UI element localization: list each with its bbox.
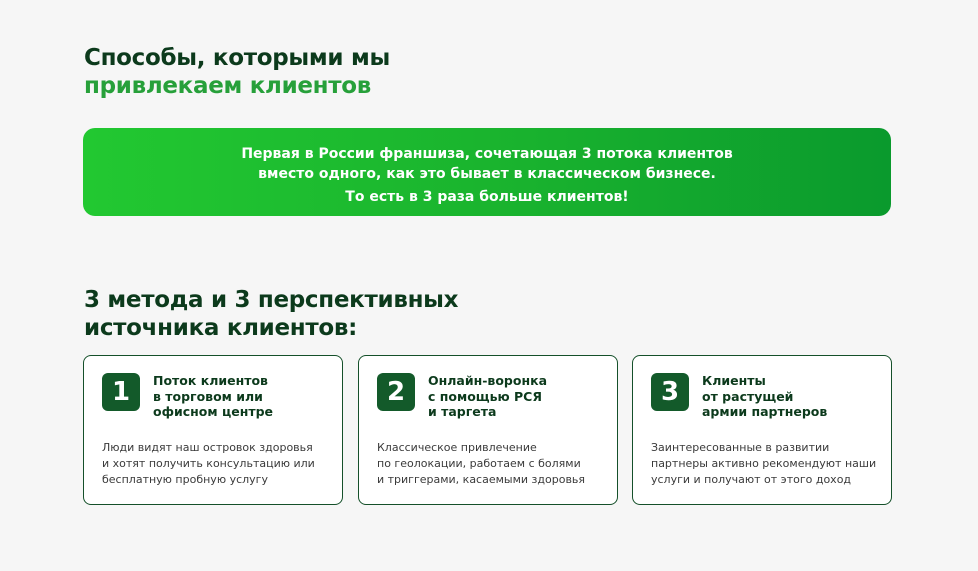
number-badge: 1 <box>102 373 140 411</box>
card-description <box>102 440 315 488</box>
card-title-line: армии партнеров <box>702 404 828 419</box>
card-description <box>651 440 876 488</box>
card-description-line: Люди видят наш островок здоровья <box>102 441 313 454</box>
card-description-line: услуги и получают от этого доход <box>651 473 852 486</box>
section-heading-line-1: Способы, которыми мы <box>84 45 390 71</box>
section-heading <box>84 44 390 100</box>
card-description <box>377 440 585 488</box>
card-title-line: и таргета <box>428 404 497 419</box>
banner-line-1: Первая в России франшиза, сочетающая 3 потока клиентов <box>241 146 733 162</box>
card-title-line: в торговом или <box>153 388 263 404</box>
number-badge: 2 <box>377 373 415 411</box>
card-title <box>153 373 273 420</box>
number-badge: 3 <box>651 373 689 411</box>
card-title <box>702 373 827 420</box>
card-description-line: и хотят получить консультацию или <box>102 457 315 470</box>
card-title-line: Поток клиентов <box>153 373 268 388</box>
card-description-line: партнеры активно рекомендуют наши <box>651 457 877 470</box>
methods-heading-line-1: 3 метода и 3 перспективных <box>84 287 459 313</box>
method-card-2 <box>358 355 618 505</box>
highlight-banner <box>83 128 891 216</box>
section-heading-line-2: привлекаем клиентов <box>84 73 372 99</box>
method-card-3 <box>632 355 892 505</box>
card-title-line: от растущей <box>702 388 794 404</box>
card-title-line: с помощью РСЯ <box>428 388 542 404</box>
card-description-line: по геолокации, работаем с болями <box>377 457 581 470</box>
banner-line-3: То есть в 3 раза больше клиентов! <box>345 189 629 205</box>
methods-heading-line-2: источника клиентов: <box>84 315 358 341</box>
card-title-line: Онлайн-воронка <box>428 373 548 388</box>
methods-heading <box>84 286 458 342</box>
card-title <box>428 373 547 420</box>
card-description-line: бесплатную пробную услугу <box>102 473 268 486</box>
card-description-line: и триггерами, касаемыми здоровья <box>377 473 586 486</box>
method-card-1 <box>83 355 343 505</box>
banner-line-2: вместо одного, как это бывает в классическом бизнесе. <box>258 166 716 182</box>
card-description-line: Заинтересованные в развитии <box>651 441 830 454</box>
card-title-line: офисном центре <box>153 404 274 419</box>
card-title-line: Клиенты <box>702 373 766 388</box>
card-description-line: Классическое привлечение <box>377 441 537 454</box>
